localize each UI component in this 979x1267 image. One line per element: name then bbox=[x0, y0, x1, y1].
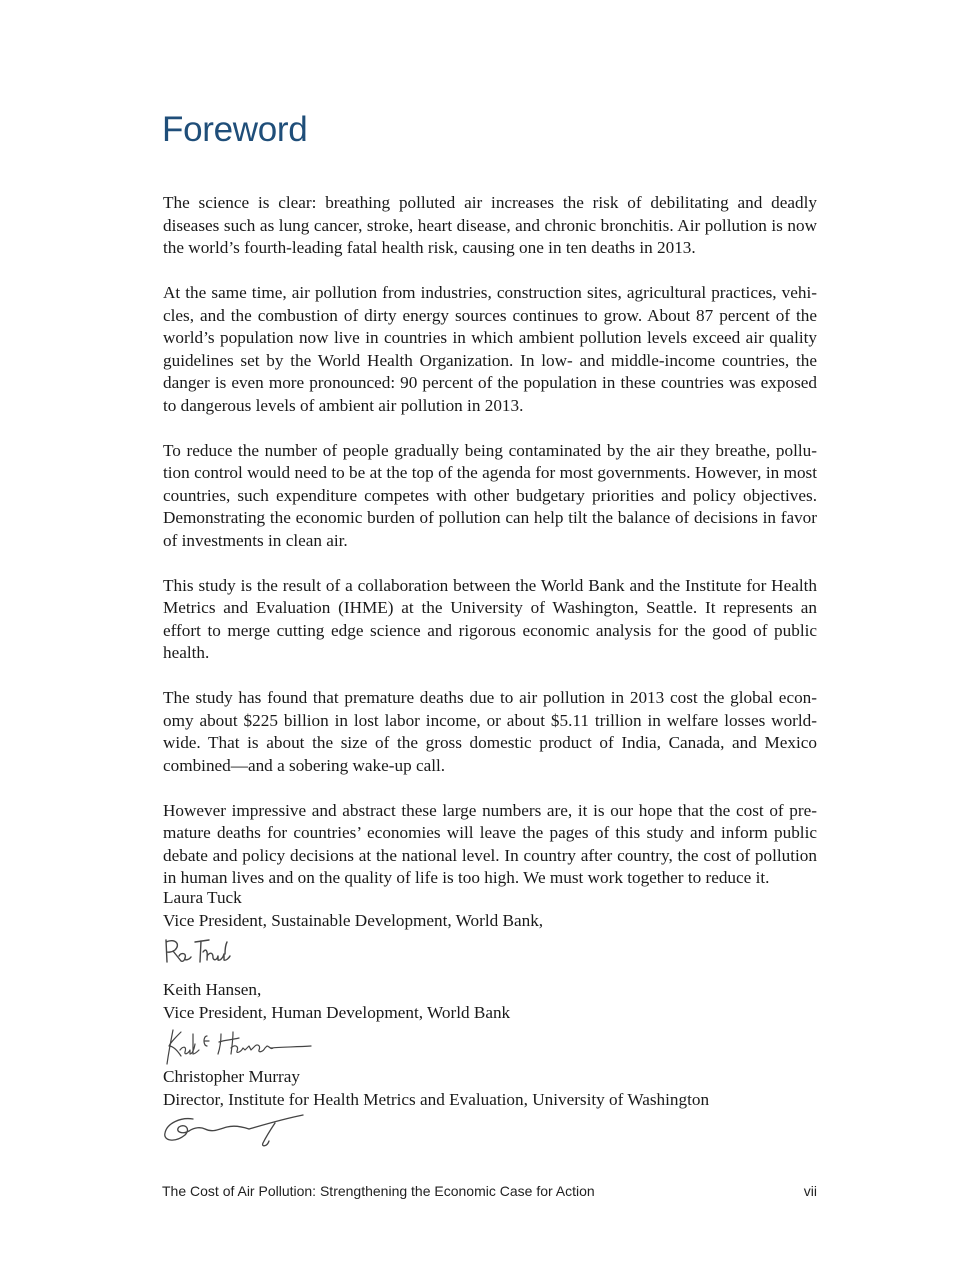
signature-image bbox=[163, 1026, 323, 1068]
paragraph: The science is clear: breathing polluted air increases the risk of debilitating and deadly diseases such as lung cancer, stroke, heart disease, and chronic bronchitis. Air pollution is now the world’s fourth-leading fatal health risk, causing one in ten deaths in 2013. bbox=[163, 193, 817, 257]
signer-christopher-murray bbox=[163, 1066, 817, 1151]
signer-name: Keith Hansen, bbox=[163, 980, 262, 999]
signature-image bbox=[163, 1113, 313, 1151]
signature-image bbox=[163, 934, 253, 978]
signer-position: Vice President, Sustainable Development, World Bank, bbox=[163, 910, 544, 930]
signer-laura-tuck bbox=[163, 887, 817, 978]
signer-position: Director, Institute for Health Metrics and Evaluation, University of Washington bbox=[163, 1089, 710, 1109]
signer-keith-hansen bbox=[163, 979, 817, 1068]
paragraph: To reduce the number of people gradually being contaminated by the air they breathe, pollution control would need to be at the top of the agenda for most governments. However, in most countries, such expenditure competes with other budgetary priorities and policy objectives. Demonstrating the economic burden of pollution can help tilt the balance of decisions in favor of investments in clean air. bbox=[163, 440, 817, 550]
signer-position: Vice President, Human Development, World Bank bbox=[163, 1002, 511, 1022]
paragraph: The study has found that premature deaths due to air pollution in 2013 cost the global economy about $225 billion in lost labor income, or about $5.11 trillion in welfare losses worldwide. That is about the size of the gross domestic product of India, Canada, and Mexico combined—and a sobering wake-up call. bbox=[163, 688, 817, 775]
footer-document-title: The Cost of Air Pollution: Strengthening the Economic Case for Action bbox=[162, 1183, 595, 1199]
page-title: Foreword bbox=[162, 110, 308, 149]
signer-name: Laura Tuck bbox=[163, 888, 242, 907]
signatures-block bbox=[163, 887, 817, 1151]
paragraph: This study is the result of a collaboration between the World Bank and the Institute for Health Metrics and Evaluation (IHME) at the University of Washington, Seattle. It represents an effort to merge cutting edge science and rigorous economic analysis for the good of public health. bbox=[163, 575, 817, 662]
signer-name: Christopher Murray bbox=[163, 1067, 300, 1086]
paragraph: At the same time, air pollution from industries, construction sites, agricultural practices, vehicles, and the combustion of dirty energy sources continues to grow. About 87 percent of the world’s population now live in countries in which ambient pollution levels exceed air quality guidelines set by the World Health Organization. In low- and middle-income countries, the danger is even more pronounced: 90 percent of the population in these countries was exposed to dangerous levels of ambient air pollution in 2013. bbox=[163, 283, 817, 415]
page-number: vii bbox=[803, 1183, 817, 1199]
foreword-body bbox=[163, 192, 817, 912]
paragraph: However impressive and abstract these large numbers are, it is our hope that the cost of premature deaths for countries’ economies will leave the pages of this study and inform public debate and policy decisions at the national level. In country after country, the cost of pollution in human lives and on the quality of life is too high. We must work together to reduce it. bbox=[163, 800, 817, 887]
